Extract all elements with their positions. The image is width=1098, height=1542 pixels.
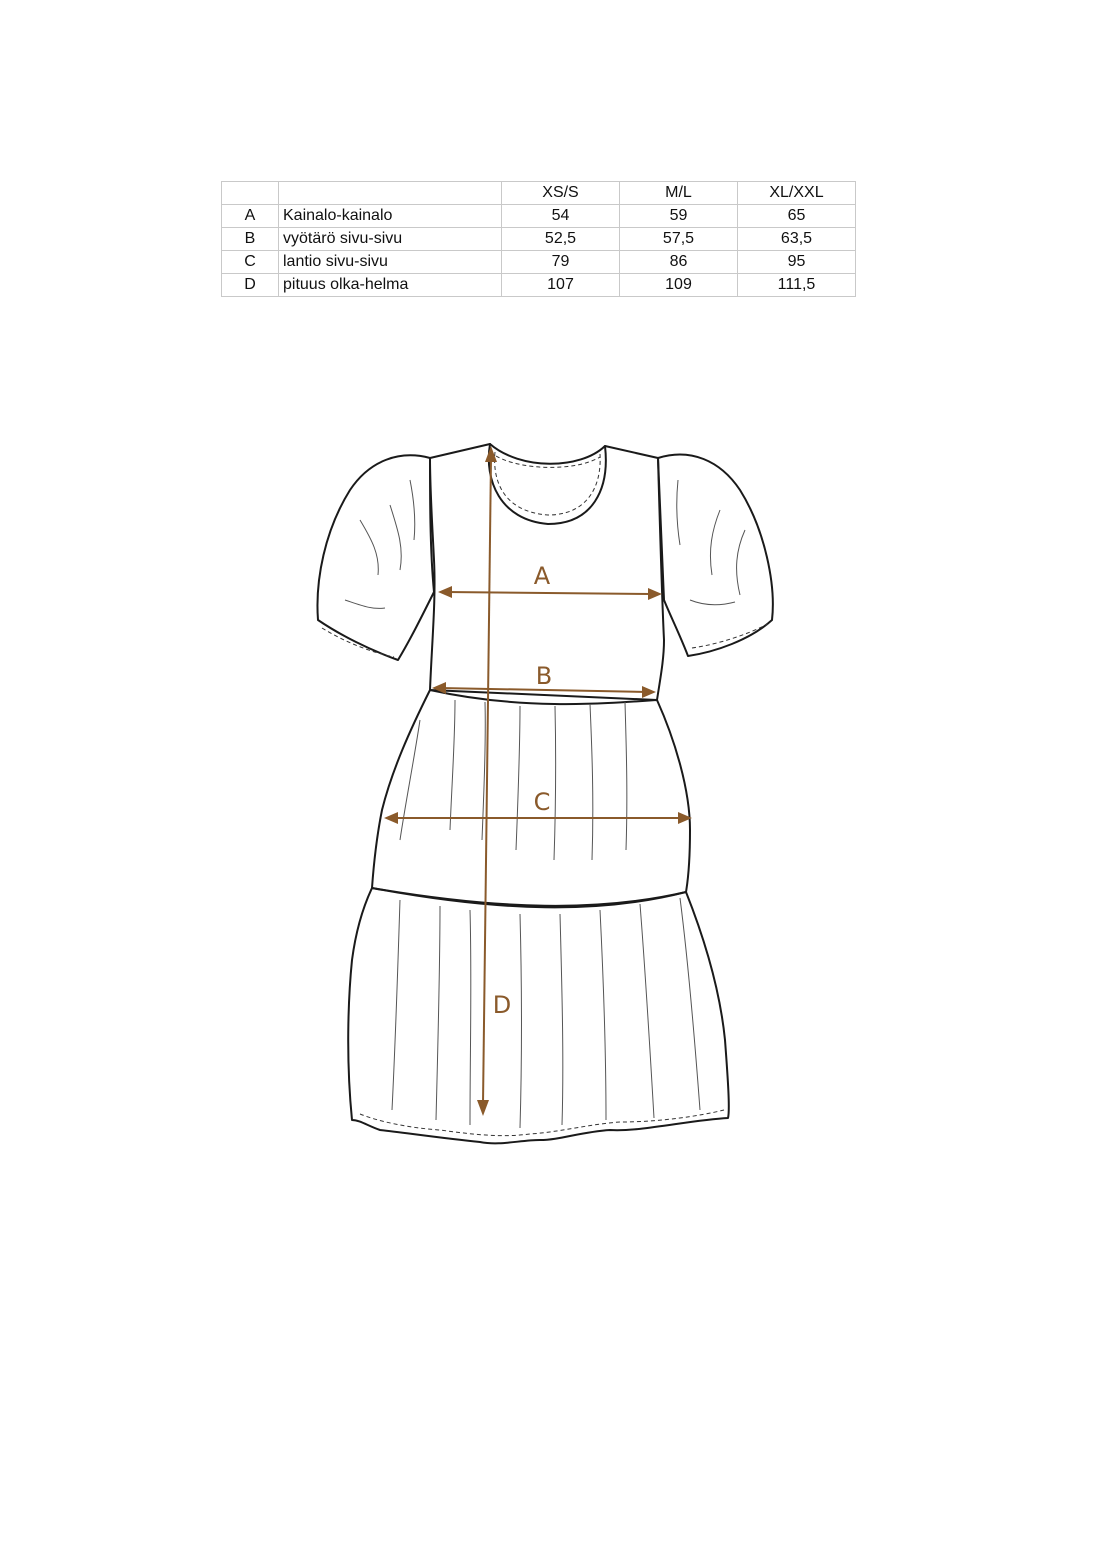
table-cell: 79: [502, 251, 620, 274]
size-header-xs-s: XS/S: [502, 182, 620, 205]
row-letter: B: [222, 228, 279, 251]
hem-stitching: [360, 1110, 724, 1136]
middle-tier-gathers: [400, 700, 627, 860]
table-cell: 107: [502, 274, 620, 297]
size-header-m-l: M/L: [620, 182, 738, 205]
measure-b-arrow-right: [642, 686, 656, 698]
row-measure-name: vyötärö sivu-sivu: [279, 228, 502, 251]
measure-d-arrow-bottom: [477, 1100, 489, 1116]
table-cell: 86: [620, 251, 738, 274]
size-header-xl-xxl: XL/XXL: [738, 182, 856, 205]
row-measure-name: lantio sivu-sivu: [279, 251, 502, 274]
table-cell: 54: [502, 205, 620, 228]
measure-a: [438, 562, 662, 600]
measure-d: [477, 446, 511, 1116]
measure-b-label: B: [535, 662, 553, 690]
row-letter: D: [222, 274, 279, 297]
measure-c: [384, 788, 692, 824]
measure-c-arrow-left: [384, 812, 398, 824]
row-letter: C: [222, 251, 279, 274]
bottom-tier: [348, 888, 729, 1143]
left-sleeve-folds: [345, 480, 415, 608]
measure-a-label: A: [533, 562, 551, 590]
table-cell: 59: [620, 205, 738, 228]
measure-c-label: C: [533, 788, 551, 816]
row-measure-name: pituus olka-helma: [279, 274, 502, 297]
right-sleeve-folds: [677, 480, 745, 605]
table-cell: 95: [738, 251, 856, 274]
bottom-tier-gathers: [392, 898, 700, 1128]
table-cell: 109: [620, 274, 738, 297]
neckline-stitching: [495, 452, 601, 515]
row-measure-name: Kainalo-kainalo: [279, 205, 502, 228]
measure-a-arrow-right: [648, 588, 662, 600]
table-cell: 111,5: [738, 274, 856, 297]
row-letter: A: [222, 205, 279, 228]
left-sleeve: [317, 455, 434, 660]
measure-d-label: D: [492, 991, 512, 1019]
table-cell: 57,5: [620, 228, 738, 251]
table-cell: 65: [738, 205, 856, 228]
table-cell: 52,5: [502, 228, 620, 251]
measure-a-arrow-left: [438, 586, 452, 598]
table-cell: 63,5: [738, 228, 856, 251]
measure-a-line: [446, 592, 652, 594]
right-sleeve: [658, 455, 773, 656]
measure-b: [432, 662, 656, 698]
